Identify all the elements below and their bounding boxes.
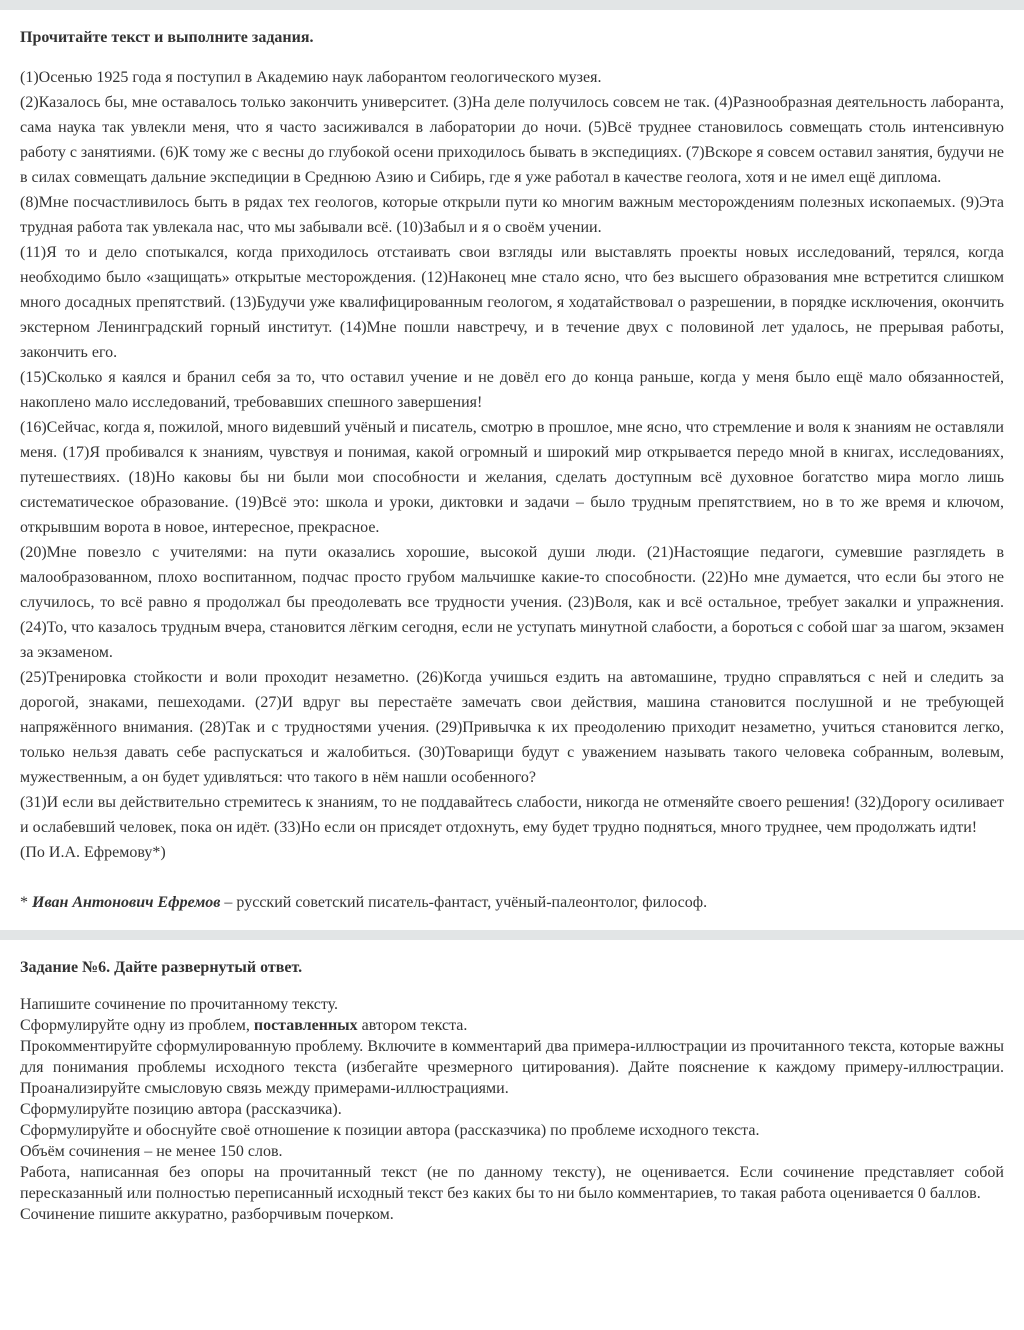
footnote-description: – русский советский писатель-фантаст, учёный-палеонтолог, философ. xyxy=(220,894,708,911)
task-line: Напишите сочинение по прочитанному тексту. xyxy=(20,996,339,1013)
paragraph: (8)Мне посчастливилось быть в рядах тех геологов, которые открыли пути ко многим важным месторождениям полезных ископаемых. (9)Эта трудная работа так увлекала нас, что мы забывали всё. (10)Забыл и я о своём учении. xyxy=(20,194,1004,236)
paragraph: (1)Осенью 1925 года я поступил в Академию наук лаборантом геологического музея. xyxy=(20,69,602,86)
paragraph: (16)Сейчас, когда я, пожилой, много видевший учёный и писатель, смотрю в прошлое, мне ясно, что стремление и воля к знаниям не оставляли меня. (17)Я пробивался к знаниям, чувствуя и понимая, какой огромный и широкий мир открывается передо мной в книгах, исследованиях, путешествиях. (18)Но каковы бы ни были мои способности и желания, сделать доступным всё духовное богатство мира могло лишь систематическое образование. (19)Всё это: школа и уроки, диктовки и задачи – было трудным препятствием, но в то же время и ключом, открывшим ворота в новое, интересное, прекрасное. xyxy=(20,419,1004,536)
task-line: Сформулируйте и обоснуйте своё отношение к позиции автора (рассказчика) по проблеме исходного текста. xyxy=(20,1122,760,1139)
paragraph: (31)И если вы действительно стремитесь к знаниям, то не поддавайтесь слабости, никогда не отменяйте своего решения! (32)Дорогу осиливает и ослабевший человек, пока он идёт. (33)Но если он присядет отдохнуть, ему будет трудно подняться, много труднее, чем продолжать идти! xyxy=(20,794,1004,836)
task-line-bold: поставленных xyxy=(253,1017,358,1034)
passage-text xyxy=(20,65,1004,865)
task-line: Работа, написанная без опоры на прочитанный текст (не по данному тексту), не оценивается. Если сочинение представляет собой пересказанный или полностью переписанный исходный текст без каких бы то ни было комментариев, то такая работа оценивается 0 баллов. xyxy=(20,1164,1004,1202)
top-separator xyxy=(0,0,1024,10)
task-line-part: Сформулируйте одну из проблем, xyxy=(20,1017,254,1034)
footnote-star: * xyxy=(20,894,32,911)
task-line xyxy=(20,1015,1004,1036)
section-separator xyxy=(0,930,1024,940)
task-line: Сформулируйте позицию автора (рассказчика). xyxy=(20,1101,342,1118)
task-line: Объём сочинения – не менее 150 слов. xyxy=(20,1143,283,1160)
footnote xyxy=(20,890,1004,915)
paragraph: (15)Сколько я каялся и бранил себя за то, что оставил учение и не довёл его до конца раньше, когда у меня было ещё мало обязанностей, накоплено мало исследований, требовавших спешного завершения! xyxy=(20,369,1004,411)
paragraph: (2)Казалось бы, мне оставалось только закончить университет. (3)На деле получилось совсем не так. (4)Разнообразная деятельность лаборанта, сама наука так увлекли меня, что я часто засиживался в лаборатории до ночи. (5)Всё труднее становилось совмещать столь интенсивную работу с занятиями. (6)К тому же с весны до глубокой осени приходилось бывать в экспедициях. (7)Вскоре я совсем оставил занятия, будучи не в силах совмещать дальние экспедиции в Среднюю Азию и Сибирь, где я уже работал в качестве геолога, хотя и не имел ещё диплома. xyxy=(20,94,1004,186)
source-attribution: (По И.А. Ефремову*) xyxy=(20,844,166,861)
reading-instruction: Прочитайте текст и выполните задания. xyxy=(20,29,314,46)
task-title: Задание №6. Дайте развернутый ответ. xyxy=(20,959,303,976)
paragraph: (25)Тренировка стойкости и воли проходит незаметно. (26)Когда учишься ездить на автомашине, трудно справляться с ней и следить за дорогой, знаками, пешеходами. (27)И вдруг вы перестаёте замечать свои действия, машина становится послушной и не требующей напряжённого внимания. (28)Так и с трудностями учения. (29)Привычка к их преодолению приходит незаметно, учиться становится легко, только нельзя давать себе распускаться и жалобиться. (30)Товарищи будут с уважением называть такого человека собранным, волевым, мужественным, а он будет удивляться: что такого в нём нашли особенного? xyxy=(20,669,1004,786)
paragraph: (20)Мне повезло с учителями: на пути оказались хорошие, высокой души люди. (21)Настоящие педагоги, сумевшие разглядеть в малообразованном, плохо воспитанном, подчас просто грубом мальчишке какие-то способности. (22)Но мне думается, что если бы этого не случилось, то всё равно я продолжал бы преодолевать все трудности учения. (23)Воля, как и всё остальное, требует закалки и упражнения. (24)То, что казалось трудным вчера, становится лёгким сегодня, если не уступать минутной слабости, а бороться с собой шаг за шагом, экзамен за экзаменом. xyxy=(20,544,1004,661)
paragraph: (11)Я то и дело спотыкался, когда приходилось отстаивать свои взгляды или выставлять проекты новых исследований, терялся, когда необходимо было «защищать» открытые месторождения. (12)Наконец мне стало ясно, что без высшего образования мне встретится слишком много досадных препятствий. (13)Будучи уже квалифицированным геологом, я ходатайствовал о разрешении, в порядке исключения, окончить экстерном Ленинградский горный институт. (14)Мне пошли навстречу, и в течение двух с половиной лет удалось, не прерывая работы, закончить его. xyxy=(20,244,1004,361)
task-line: Прокомментируйте сформулированную проблему. Включите в комментарий два примера-иллюстрации из прочитанного текста, которые важны для понимания проблемы исходного текста (избегайте чрезмерного цитирования). Дайте пояснение к каждому примеру-иллюстрации. Проанализируйте смысловую связь между примерами-иллюстрациями. xyxy=(20,1038,1004,1097)
footnote-author-name: Иван Антонович Ефремов xyxy=(32,894,221,911)
reading-section xyxy=(0,10,1024,915)
task-section xyxy=(0,940,1024,1225)
task-line: Сочинение пишите аккуратно, разборчивым почерком. xyxy=(20,1206,394,1223)
task-instructions xyxy=(20,994,1004,1225)
task-line-part: автором текста. xyxy=(357,1017,468,1034)
